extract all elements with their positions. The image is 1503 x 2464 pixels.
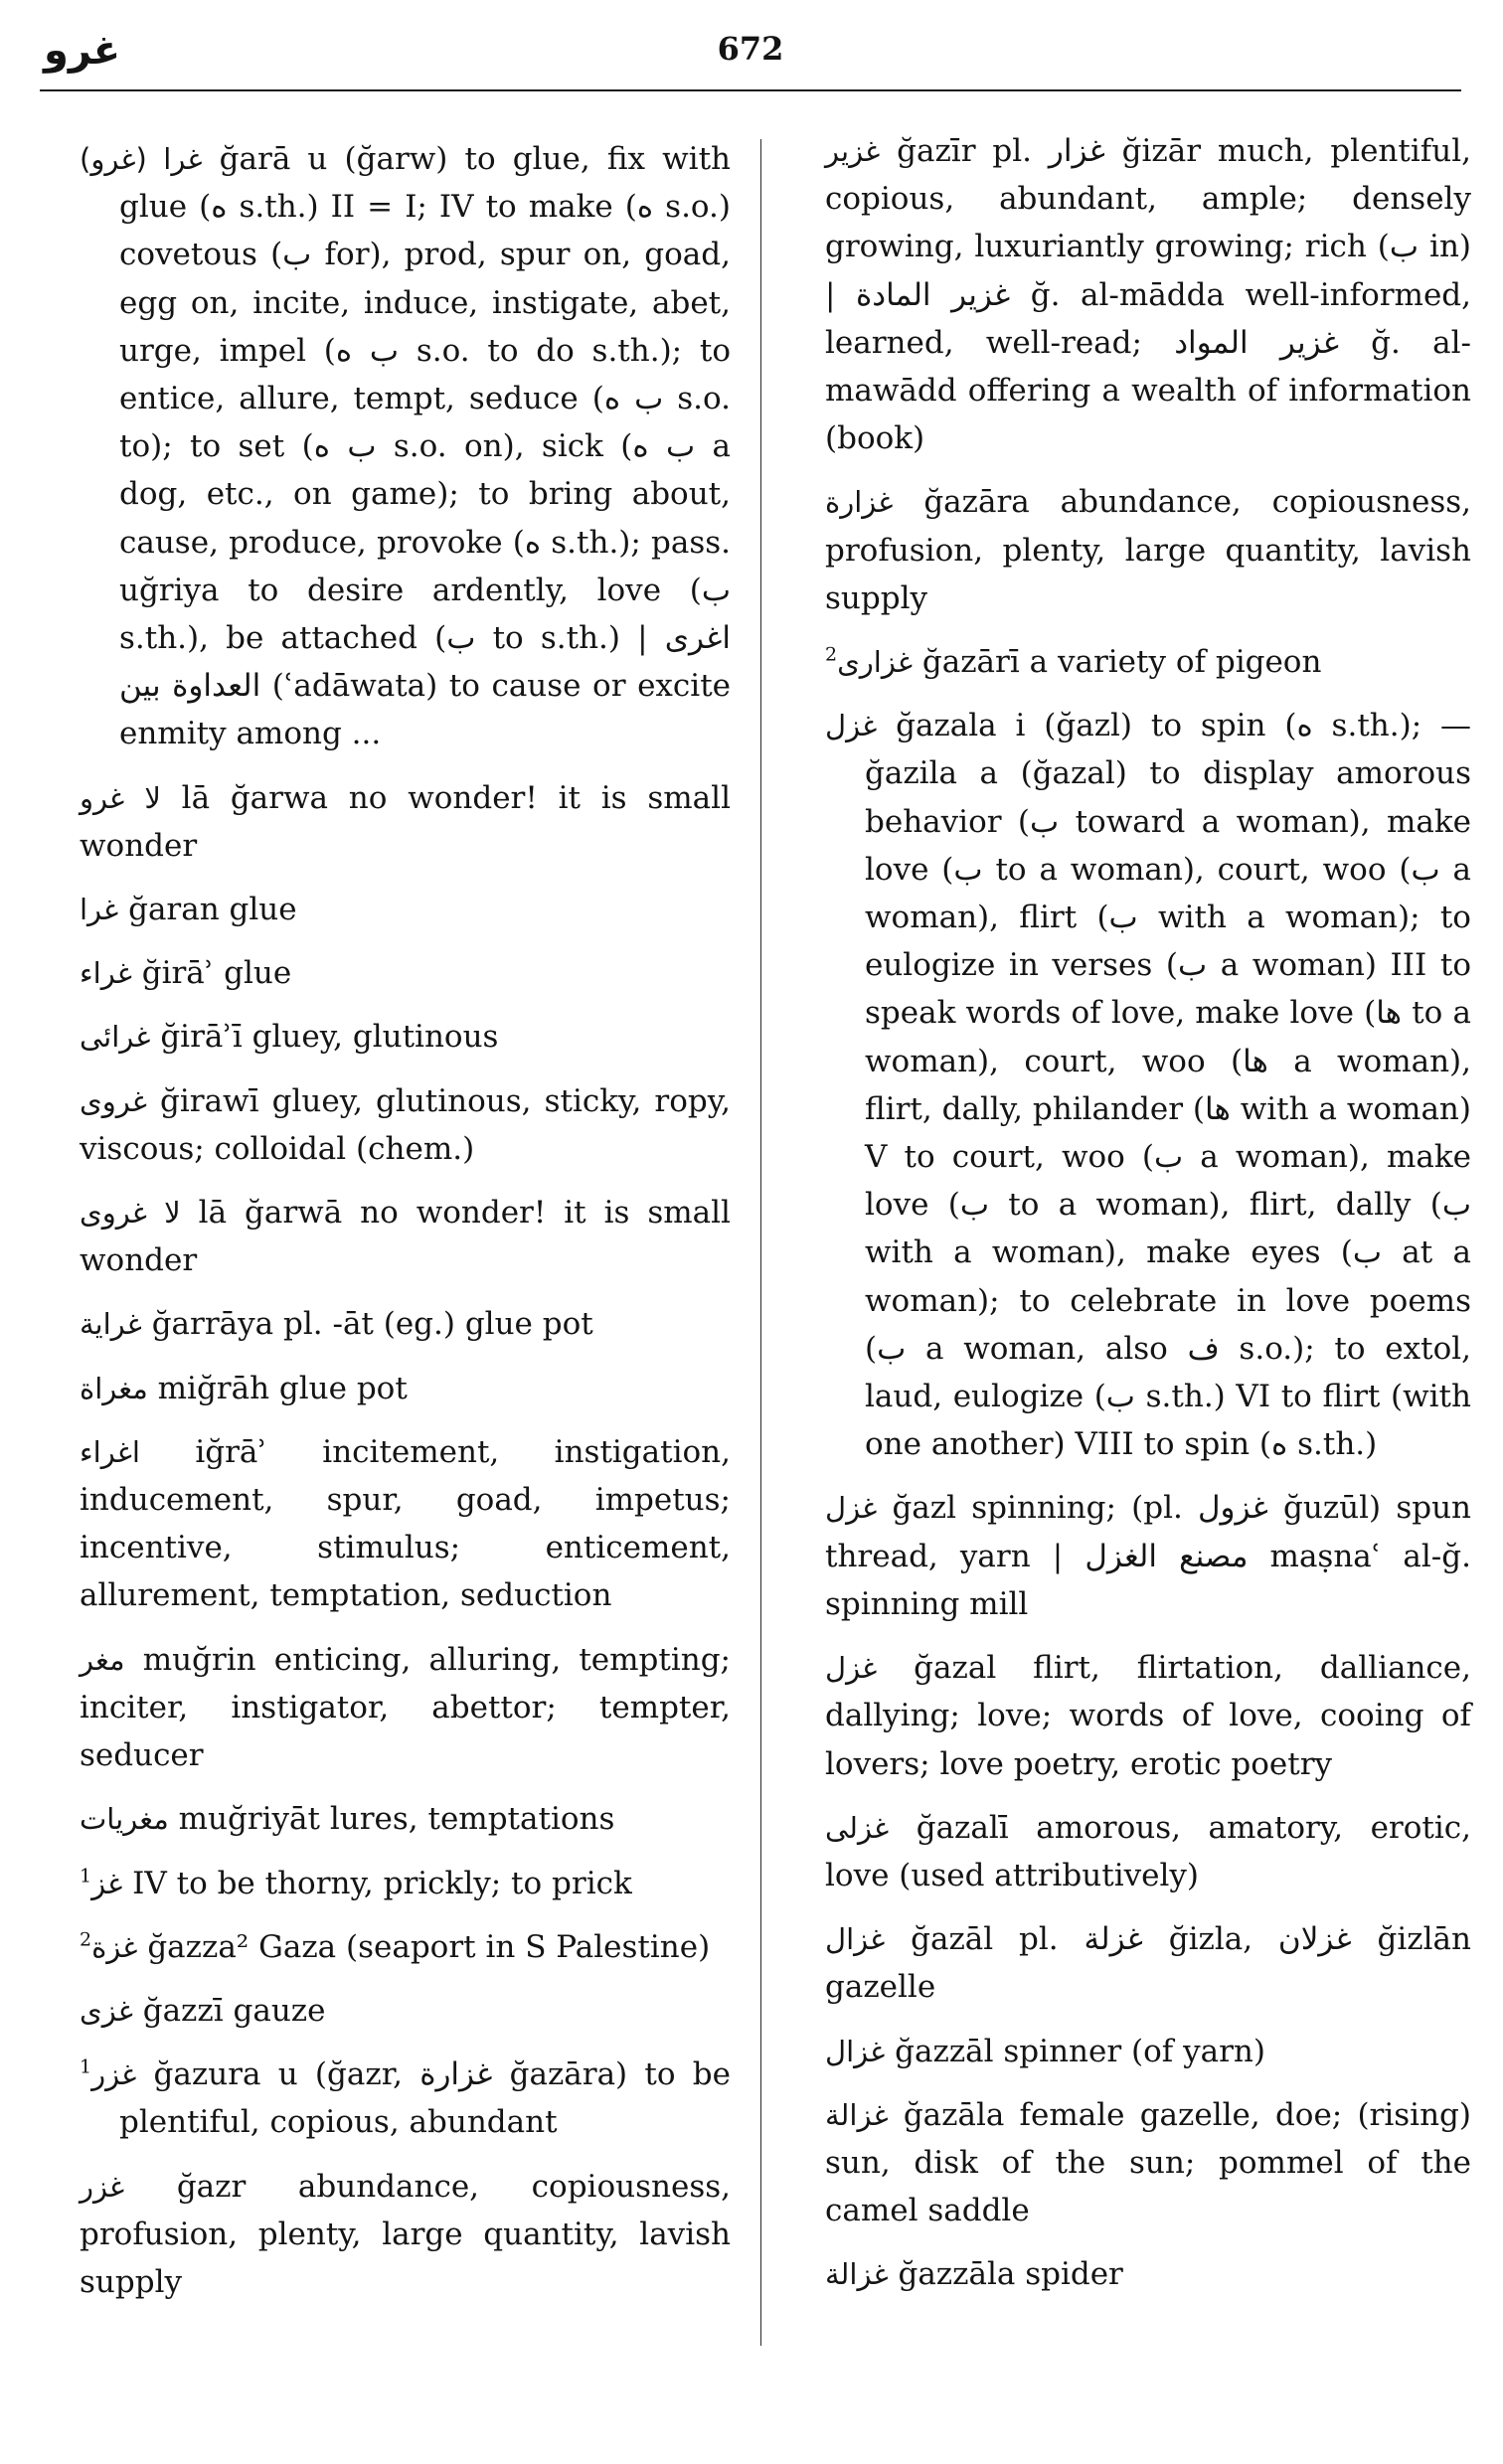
dictionary-entry (80, 2051, 731, 2146)
arabic-headword: لا غرو (80, 780, 161, 815)
entry-definition: ğazāla female gazelle, doe; (rising) sun, disk of the sun; pommel of the camel saddle (825, 2096, 1471, 2229)
entry-definition: muğrin enticing, alluring, tempting; inciter, instigator, abettor; tempter, seducer (80, 1641, 731, 1774)
column-divider (760, 139, 761, 2346)
arabic-headword: غرا (80, 893, 119, 927)
arabic-headword: غزارى (837, 645, 914, 680)
entry-definition: ğirāʾī gluey, glutinous (160, 1019, 499, 1056)
arabic-headword: غرا (غرو) (80, 142, 203, 176)
entry-definition: ğazza² Gaza (seaport in S Palestine) (147, 1928, 711, 1965)
entry-definition: ğazzāl spinner (of yarn) (895, 2033, 1265, 2069)
entry-definition: muğriyāt lures, temptations (178, 1801, 615, 1838)
arabic-headword: غراية (80, 1307, 142, 1342)
entry-definition: ğarā u (ğarw) to glue, fix with glue (ه s.th.) II = I; IV to make (ه s.o.) covetous (ب for), prod, spur on, goad, egg on, incite, induce, instigate, abet, urge, impel (ب ه s.o. to do s.th.); to entice, allure, tempt, seduce (ب ه s.o. to); to set (ب ه s.o. on), sick (ب ه a dog, etc., on game); to bring about, cause, produce, provoke (ه s.th.); pass. uğriya to desire ardently, love (ب s.th.), be attached (ب to s.th.) | اغرى العداوة بين (ʿadāwata) to cause or excite enmity among ... (119, 141, 732, 752)
dictionary-entry (825, 127, 1471, 462)
entry-definition: ğazzāla spider (898, 2256, 1123, 2293)
entry-definition: ğaran glue (128, 892, 297, 928)
entry-definition: ğazalī amorous, amatory, erotic, love (used attributively) (825, 1809, 1471, 1893)
arabic-headword: لا غروى (80, 1196, 181, 1231)
dictionary-entry (80, 1077, 731, 1173)
arabic-headword: غزل (825, 709, 878, 743)
dictionary-entry (80, 1365, 731, 1412)
arabic-headword: غزال (825, 1922, 886, 1957)
entry-definition: lā ğarwa no wonder! it is small wonder (80, 779, 731, 864)
entry-definition: ğirawī gluey, glutinous, sticky, ropy, viscous; colloidal (chem.) (80, 1082, 732, 1167)
dictionary-entry (825, 478, 1471, 622)
dictionary-entry (825, 1484, 1471, 1628)
entry-definition: ğazala i (ğazl) to spin (ه s.th.); — ğazila a (ğazal) to display amorous behavior (ب toward a woman), make love (ب to a woman), court, woo (ب a woman), flirt (ب with a woman); to eulogize in verses (ب a woman) III to speak words of love, make love (ها to a woman), court, woo (ها a woman), flirt, dally, philander (ها with a woman) V to court, woo (ب a woman), make love (ب to a woman), flirt, dally (ب with a woman), make eyes (ب at a woman); to celebrate in love poems (ب a woman, also ف s.o.); to extol, laud, eulogize (ب s.th.) VI to flirt (with one another) VIII to spin (ه s.th.) (865, 708, 1472, 1463)
dictionary-entry (825, 638, 1471, 686)
dictionary-entry (80, 1923, 731, 1971)
arabic-headword: مغراة (80, 1371, 148, 1405)
dictionary-entry (80, 1860, 731, 1907)
entry-definition: ğazura u (ğazr, غزارة ğazāra) to be plentiful, copious, abundant (119, 2056, 731, 2141)
dictionary-entry (80, 774, 731, 870)
left-column (80, 127, 731, 2322)
entry-definition: ğazīr pl. غزار ğizār much, plentiful, copious, abundant, ample; densely growing, luxuriantly growing; rich (ب in) | غزير المادة ğ. al-mādda well-informed, learned, well-read; غزير المواد ğ. al-mawādd offering a wealth of information (book) (825, 133, 1471, 457)
dictionary-entry (80, 1428, 731, 1620)
entry-definition: ğarrāya pl. -āt (eg.) glue pot (151, 1306, 593, 1343)
arabic-headword: غرائى (80, 1020, 151, 1055)
entry-definition: ğazal flirt, flirtation, dalliance, dallying; love; words of love, cooing of lovers; love poetry, erotic poetry (825, 1650, 1471, 1782)
page-number: 672 (717, 30, 784, 68)
arabic-headword: غراء (80, 956, 132, 991)
arabic-headword: مغريات (80, 1802, 169, 1837)
arabic-headword: غزى (80, 1993, 133, 2028)
arabic-headword: غزارة (825, 485, 894, 520)
dictionary-entry (825, 2250, 1471, 2298)
entry-definition: ğazāra abundance, copiousness, profusion, plenty, large quantity, lavish supply (825, 484, 1471, 616)
dictionary-entry (80, 886, 731, 933)
entry-definition: ğazzī gauze (142, 1992, 326, 2029)
dictionary-entry (80, 1189, 731, 1284)
arabic-headword: غزالة (825, 2257, 889, 2292)
homograph-number: 2 (80, 1928, 92, 1951)
arabic-headword: غزالة (825, 2097, 889, 2132)
entry-definition: lā ğarwā no wonder! it is small wonder (80, 1195, 731, 1279)
head-word: غرو (44, 28, 121, 74)
dictionary-entry (80, 949, 731, 997)
entry-definition: ğazr abundance, copiousness, profusion, plenty, large quantity, lavish supply (80, 2168, 731, 2300)
arabic-headword: غزل (825, 1651, 878, 1686)
arabic-headword: غزير (825, 134, 881, 168)
homograph-number: 1 (80, 2055, 92, 2078)
arabic-headword: مغر (80, 1642, 125, 1677)
dictionary-entry (80, 1013, 731, 1061)
arabic-headword: اغراء (80, 1434, 140, 1469)
right-column (825, 127, 1471, 2315)
entry-definition: IV to be thorny, prickly; to prick (132, 1865, 632, 1901)
dictionary-entry (80, 1987, 731, 2035)
homograph-number: 2 (825, 643, 838, 666)
dictionary-entry (825, 1644, 1471, 1788)
dictionary-entry (80, 1300, 731, 1348)
entry-definition: ğazl spinning; (pl. غزول ğuzūl) spun thread, yarn | مصنع الغزل maṣnaʿ al-ğ. spinning mill (825, 1490, 1472, 1622)
running-head (40, 20, 1461, 91)
dictionary-entry (825, 1915, 1471, 2011)
arabic-headword: غز (91, 1866, 123, 1900)
arabic-headword: غزر (91, 2057, 137, 2092)
dictionary-entry (825, 1804, 1471, 1899)
homograph-number: 1 (80, 1865, 92, 1888)
dictionary-entry (80, 2163, 731, 2307)
arabic-headword: غزل (825, 1491, 878, 1526)
entry-definition: iğrāʾ incitement, instigation, inducement, spur, goad, impetus; incentive, stimulus; enticement, allurement, temptation, seduction (80, 1433, 731, 1614)
entry-definition: miğrāh glue pot (157, 1370, 408, 1406)
dictionary-entry (80, 135, 731, 758)
arabic-headword: غروى (80, 1083, 147, 1118)
dictionary-entry (825, 2091, 1471, 2235)
arabic-headword: غزال (825, 2034, 886, 2068)
entry-definition: ğazārī a variety of pigeon (921, 644, 1322, 681)
dictionary-entry (80, 1636, 731, 1780)
dictionary-entry (80, 1795, 731, 1843)
arabic-headword: غزلى (825, 1810, 890, 1845)
arabic-headword: غزر (80, 2169, 125, 2204)
arabic-headword: غزة (91, 1929, 138, 1964)
dictionary-entry (825, 2028, 1471, 2075)
dictionary-entry (825, 702, 1471, 1468)
entry-definition: ğirāʾ glue (141, 955, 292, 992)
entry-definition: ğazāl pl. غزلة ğizla, غزلان ğizlān gazelle (825, 1921, 1471, 2006)
